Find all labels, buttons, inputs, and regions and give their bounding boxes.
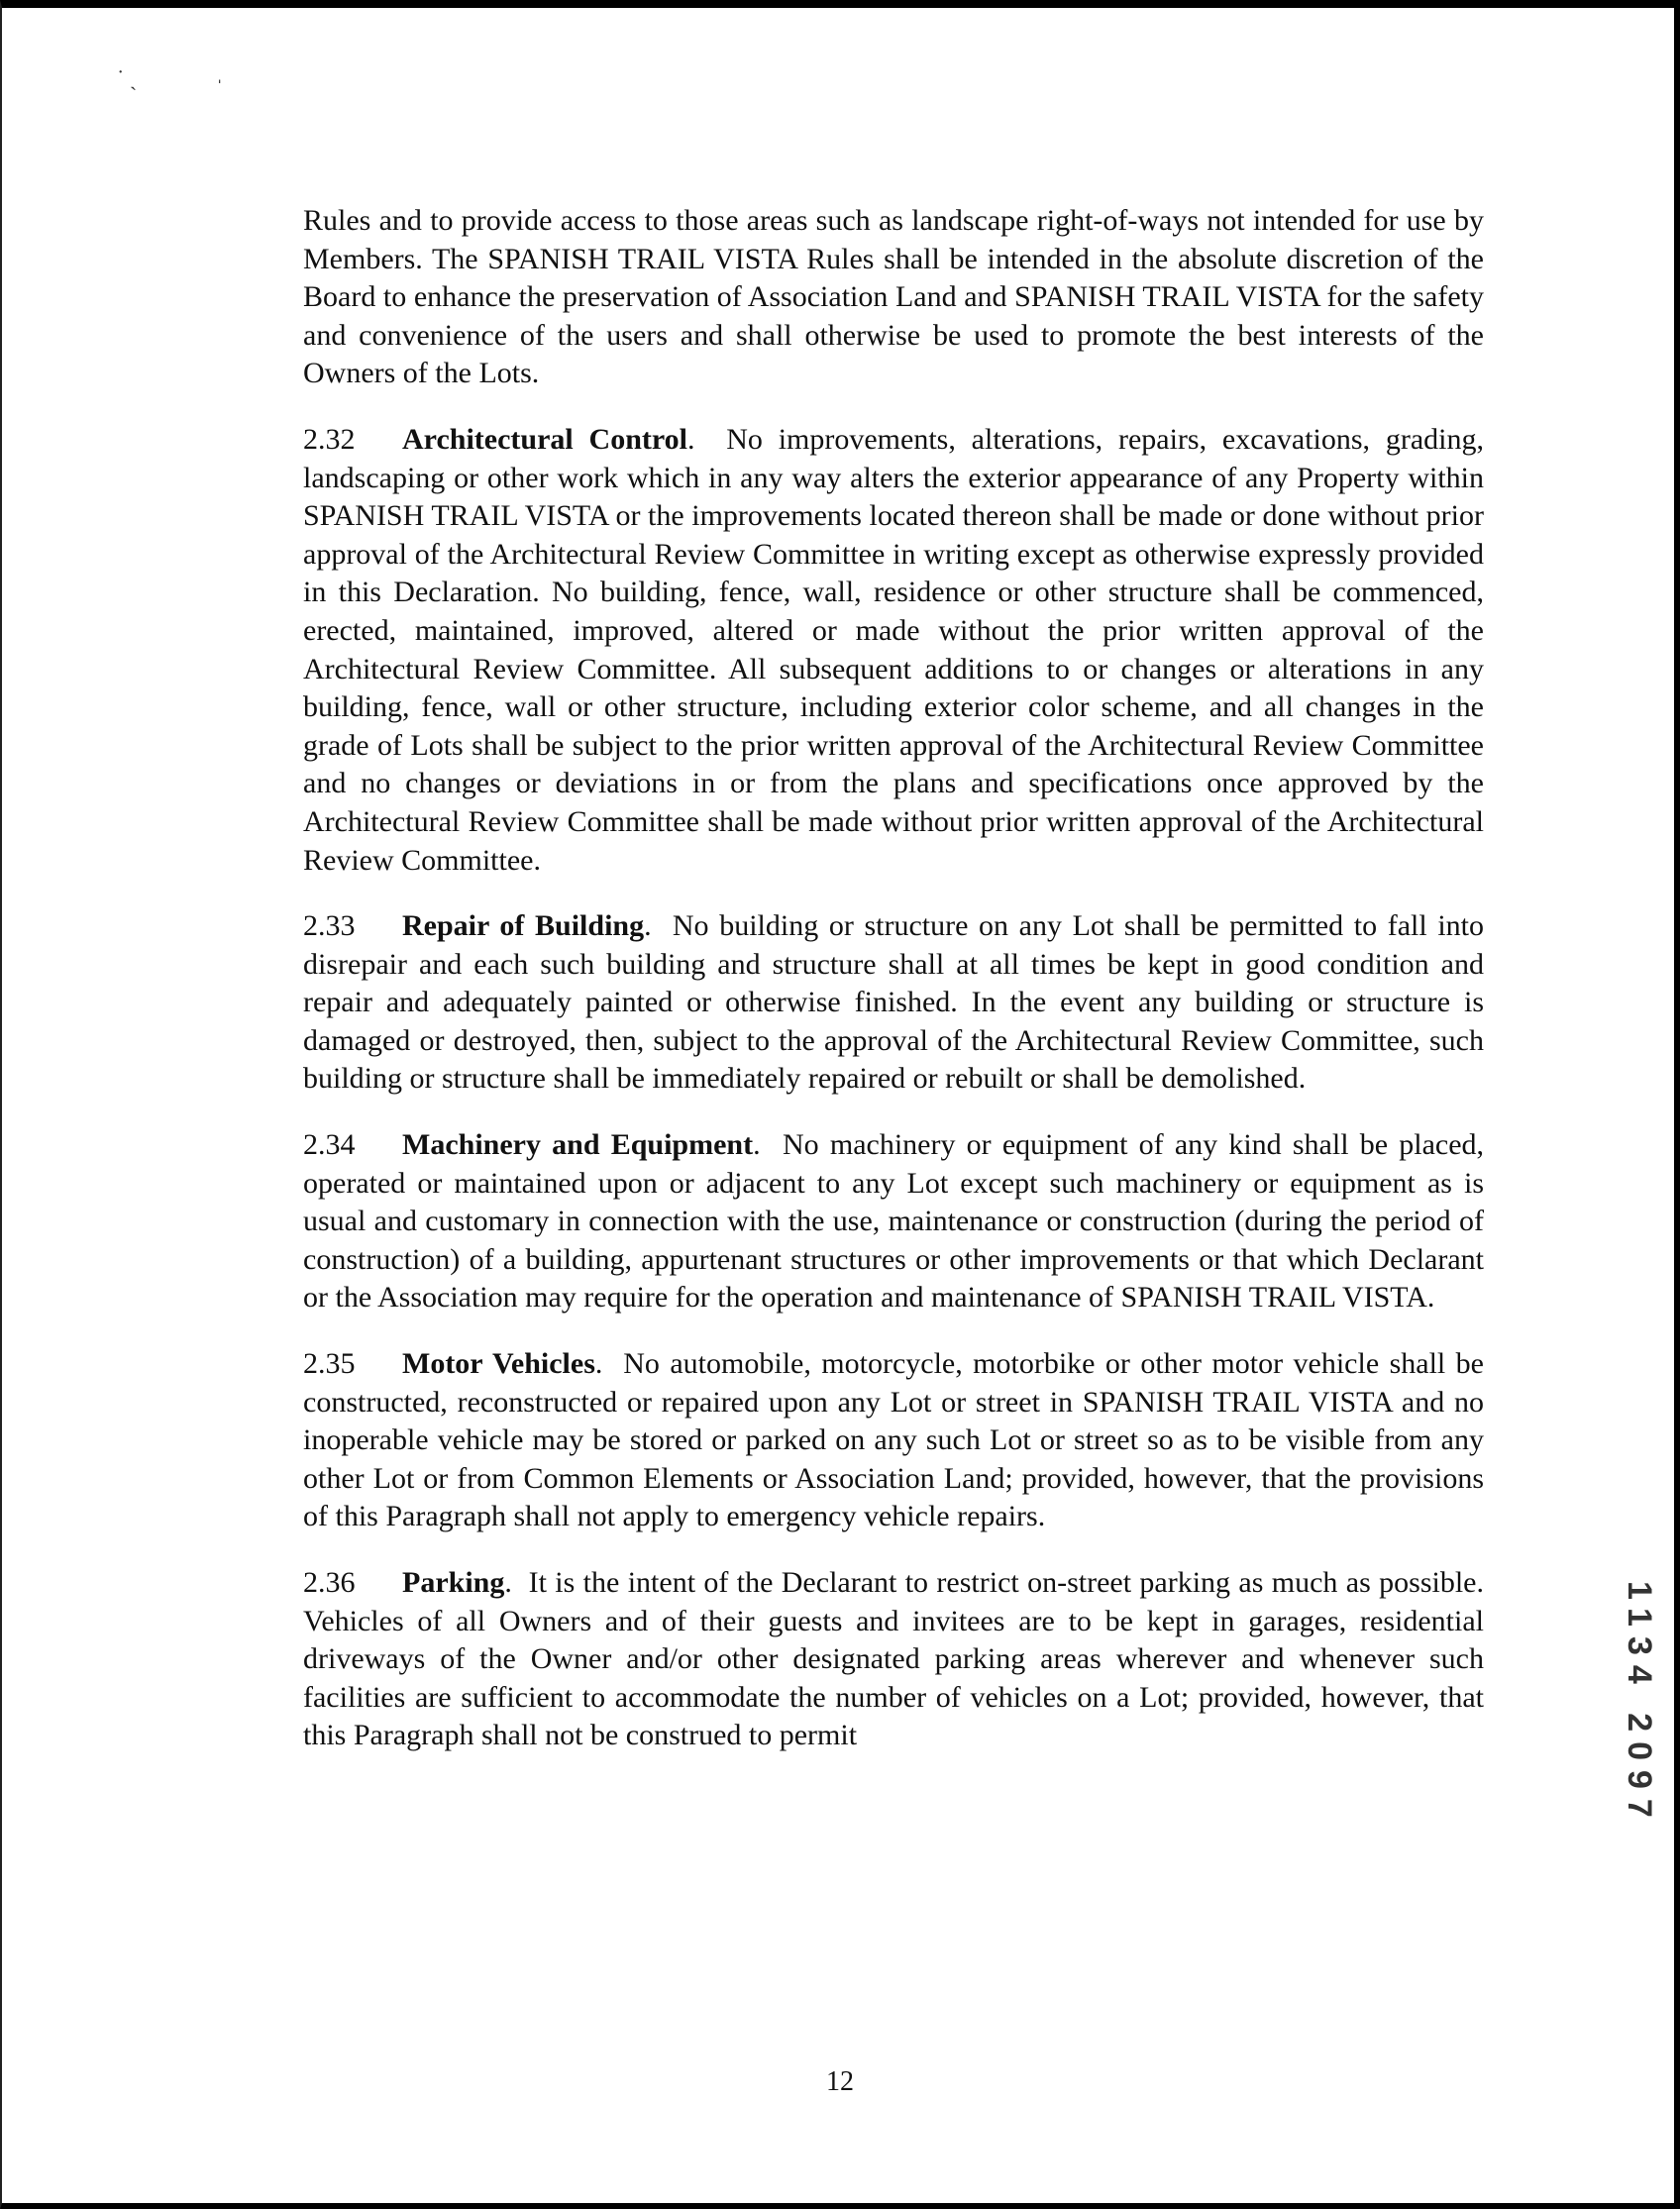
section-number: 2.33 [303,909,356,943]
paragraph-text: No improvements, alterations, repairs, excavations, grading, landscaping or other work which in any way alters the exterior appearance of any Property within SPANISH TRAIL VISTA or the improvements located thereon shall be made or done without prior approval of the Architectural Review Committee in writing except as otherwise expressly provided in this Declaration. No building, fence, wall, residence or other structure shall be commenced, erected, maintained, improved, altered or made without the prior written approval of the Architectural Review Committee. All subsequent additions to or changes or alterations in any building, fence, wall or other structure, including exterior color scheme, and all changes in the grade of Lots shall be subject to the prior written approval of the Architectural Review Committee and no changes or deviations in or from the plans and specifications once approved by the Architectural Review Committee shall be made without prior written approval of the Architectural Review Committee. [303,422,1485,877]
page-number: 12 [826,2066,854,2097]
paragraph-2-32: 2.32 Architectural Control. No improvements, alterations, repairs, excavations, grading, landscaping or other work which in any way alters the exterior appearance of any Property within SPANISH TRAIL VISTA or the improvements located thereon shall be made or done without prior approval of the Architectural Review Committee in writing except as otherwise expressly provided in this Declaration. No building, fence, wall, residence or other structure shall be commenced, erected, maintained, improved, altered or made without the prior written approval of the Architectural Review Committee. All subsequent additions to or changes or alterations in any building, fence, wall or other structure, including exterior color scheme, and all changes in the grade of Lots shall be subject to the prior written approval of the Architectural Review Committee and no changes or deviations in or from the plans and specifications once approved by the Architectural Review Committee shall be made without prior written approval of the Architectural Review Committee. [303,422,1485,877]
paragraph-text: It is the intent of the Declarant to restrict on-street parking as much as possible. Vehicles of all Owners and of their guests and invitees are to be kept in garages, residential driveways of the Owner and/or other designated parking areas wherever and whenever such facilities are sufficient to accommodate the number of vehicles on a Lot; provided, however, that this Paragraph shall not be construed to permit [303,1566,1484,1752]
scan-speck: ˙ ˏ [117,65,138,90]
paragraph-2-34: 2.34 Machinery and Equipment. No machinery or equipment of any kind shall be placed, operated or maintained upon or adjacent to any Lot except such machinery or equipment as is usual and customary in connection with the use, maintenance or construction (during the period of construction) of a building, appurtenant structures or other improvements or that which Declarant or the Association may require for the operation and maintenance of SPANISH TRAIL VISTA. [303,1128,1485,1315]
section-heading: Repair of Building [402,909,645,943]
paragraph-text: No machinery or equipment of any kind shall be placed, operated or maintained upon or adjacent to any Lot except such machinery or equipment as is usual and customary in connection with the use, maintenance or construction (during the period of construction) of a building, appurtenant structures or other improvements or that which Declarant or the Association may require for the operation and maintenance of SPANISH TRAIL VISTA. [303,1128,1485,1315]
section-heading: Parking [402,1566,505,1599]
paragraph-text: Rules and to provide access to those areas such as landscape right-of-ways not intended for use by Members. The SPANISH TRAIL VISTA Rules shall be intended in the absolute discretion of the Board to enhance the preservation of Association Land and SPANISH TRAIL VISTA for the safety and convenience of the users and shall otherwise be used to promote the best interests of the Owners of the Lots. [303,204,1484,390]
section-heading: Machinery and Equipment [402,1128,754,1162]
section-number: 2.32 [303,422,356,456]
side-stamp-text: 1134 2097 [1621,1581,1658,1828]
section-heading: Motor Vehicles [402,1347,595,1381]
paragraph-text: No building or structure on any Lot shall be permitted to fall into disrepair and each such building and structure shall at all times be kept in good condition and repair and adequately painted or otherwise finished. In the event any building or structure is damaged or destroyed, then, subject to the approval of the Architectural Review Committee, such building or structure shall be immediately repaired or rebuilt or shall be demolished. [303,909,1485,1096]
side-stamp [1623,1581,1658,1918]
section-number: 2.35 [303,1347,356,1381]
section-number: 2.34 [303,1128,356,1162]
paragraph-2-35: 2.35 Motor Vehicles. No automobile, motorcycle, motorbike or other motor vehicle shall be constructed, reconstructed or repaired upon any Lot or street in SPANISH TRAIL VISTA and no inoperable vehicle may be stored or parked on any such Lot or street so as to be visible from any other Lot or from Common Elements or Association Land; provided, however, that the provisions of this Paragraph shall not apply to emergency vehicle repairs. [303,1347,1484,1533]
scan-speck: ˈ [216,75,224,100]
paragraph-2-36: 2.36 Parking. It is the intent of the Declarant to restrict on-street parking as much as possible. Vehicles of all Owners and of their guests and invitees are to be kept in garages, residential driveways of the Owner and/or other designated parking areas wherever and whenever such facilities are sufficient to accommodate the number of vehicles on a Lot; provided, however, that this Paragraph shall not be construed to permit [303,1566,1484,1752]
paragraph-intro [303,202,1484,393]
paragraph-text: No automobile, motorcycle, motorbike or other motor vehicle shall be constructed, reconstructed or repaired upon any Lot or street in SPANISH TRAIL VISTA and no inoperable vehicle may be stored or parked on any such Lot or street so as to be visible from any other Lot or from Common Elements or Association Land; provided, however, that the provisions of this Paragraph shall not apply to emergency vehicle repairs. [303,1347,1484,1533]
document-body [303,202,1484,1783]
section-heading: Architectural Control [402,422,688,456]
section-number: 2.36 [303,1566,356,1599]
paragraph-2-33: 2.33 Repair of Building. No building or structure on any Lot shall be permitted to fall into disrepair and each such building and structure shall at all times be kept in good condition and repair and adequately painted or otherwise finished. In the event any building or structure is damaged or destroyed, then, subject to the approval of the Architectural Review Committee, such building or structure shall be immediately repaired or rebuilt or shall be demolished. [303,909,1485,1096]
